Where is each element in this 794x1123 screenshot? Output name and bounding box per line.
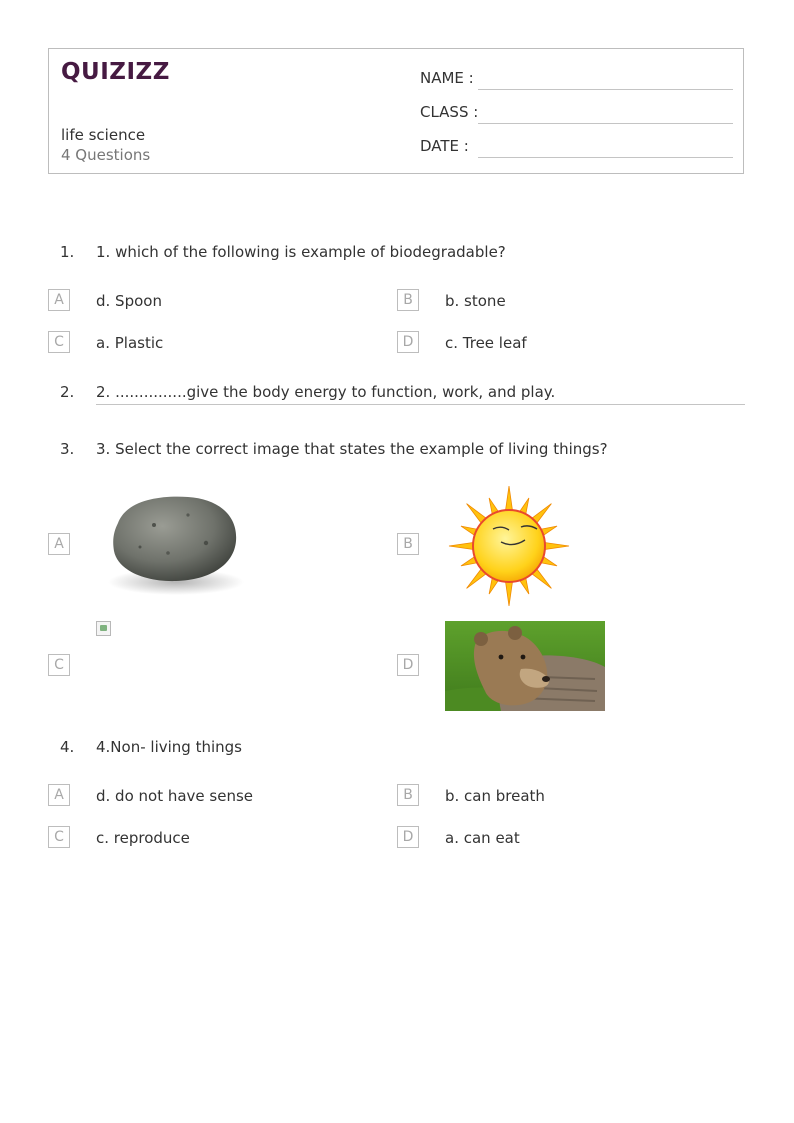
option-letter[interactable]: B bbox=[397, 784, 419, 806]
option-text[interactable]: d. do not have sense bbox=[96, 787, 254, 805]
question-text: 3. Select the correct image that states the example of living things? bbox=[96, 440, 608, 458]
question-number: 4. bbox=[60, 738, 75, 756]
option-letter[interactable]: D bbox=[397, 826, 419, 848]
option-text[interactable]: b. can breath bbox=[445, 787, 545, 805]
option-letter[interactable]: B bbox=[397, 289, 419, 311]
bear-image[interactable] bbox=[445, 621, 605, 711]
sun-ray bbox=[505, 486, 512, 512]
option-letter[interactable]: B bbox=[397, 533, 419, 555]
sun-image[interactable] bbox=[445, 485, 573, 607]
option-text[interactable]: a. Plastic bbox=[96, 334, 164, 352]
option-text[interactable]: d. Spoon bbox=[96, 292, 162, 310]
option-letter[interactable]: C bbox=[48, 331, 70, 353]
option-letter[interactable]: C bbox=[48, 654, 70, 676]
option-letter[interactable]: D bbox=[397, 654, 419, 676]
quizizz-logo: QUIZIZZ bbox=[61, 59, 170, 85]
rock-image[interactable] bbox=[96, 485, 256, 607]
question-number: 1. bbox=[60, 243, 75, 261]
sun-ray bbox=[505, 580, 512, 606]
name-field[interactable] bbox=[478, 89, 733, 90]
option-letter[interactable]: A bbox=[48, 289, 70, 311]
question-number: 3. bbox=[60, 440, 75, 458]
option-text[interactable]: c. reproduce bbox=[96, 829, 190, 847]
question-text: 4.Non- living things bbox=[96, 738, 242, 756]
worksheet-header bbox=[48, 48, 744, 174]
date-field[interactable] bbox=[478, 157, 733, 158]
option-text[interactable]: a. can eat bbox=[445, 829, 520, 847]
question-count: 4 Questions bbox=[61, 146, 151, 164]
option-text[interactable]: c. Tree leaf bbox=[445, 334, 527, 352]
broken-image-icon[interactable] bbox=[96, 621, 111, 636]
option-letter[interactable]: A bbox=[48, 533, 70, 555]
class-field[interactable] bbox=[478, 123, 733, 124]
question-text: 1. which of the following is example of biodegradable? bbox=[96, 243, 506, 261]
class-label: CLASS : bbox=[420, 103, 479, 121]
date-label: DATE : bbox=[420, 137, 469, 155]
option-text[interactable]: b. stone bbox=[445, 292, 506, 310]
question-number: 2. bbox=[60, 383, 75, 401]
name-label: NAME : bbox=[420, 69, 474, 87]
sun-ray bbox=[543, 542, 569, 549]
option-letter[interactable]: A bbox=[48, 784, 70, 806]
sun-ray bbox=[449, 542, 475, 549]
option-letter[interactable]: C bbox=[48, 826, 70, 848]
question-text: 2. ...............give the body energy to function, work, and play. bbox=[96, 383, 556, 401]
answer-line[interactable] bbox=[96, 404, 745, 405]
quiz-title: life science bbox=[61, 126, 146, 144]
option-letter[interactable]: D bbox=[397, 331, 419, 353]
